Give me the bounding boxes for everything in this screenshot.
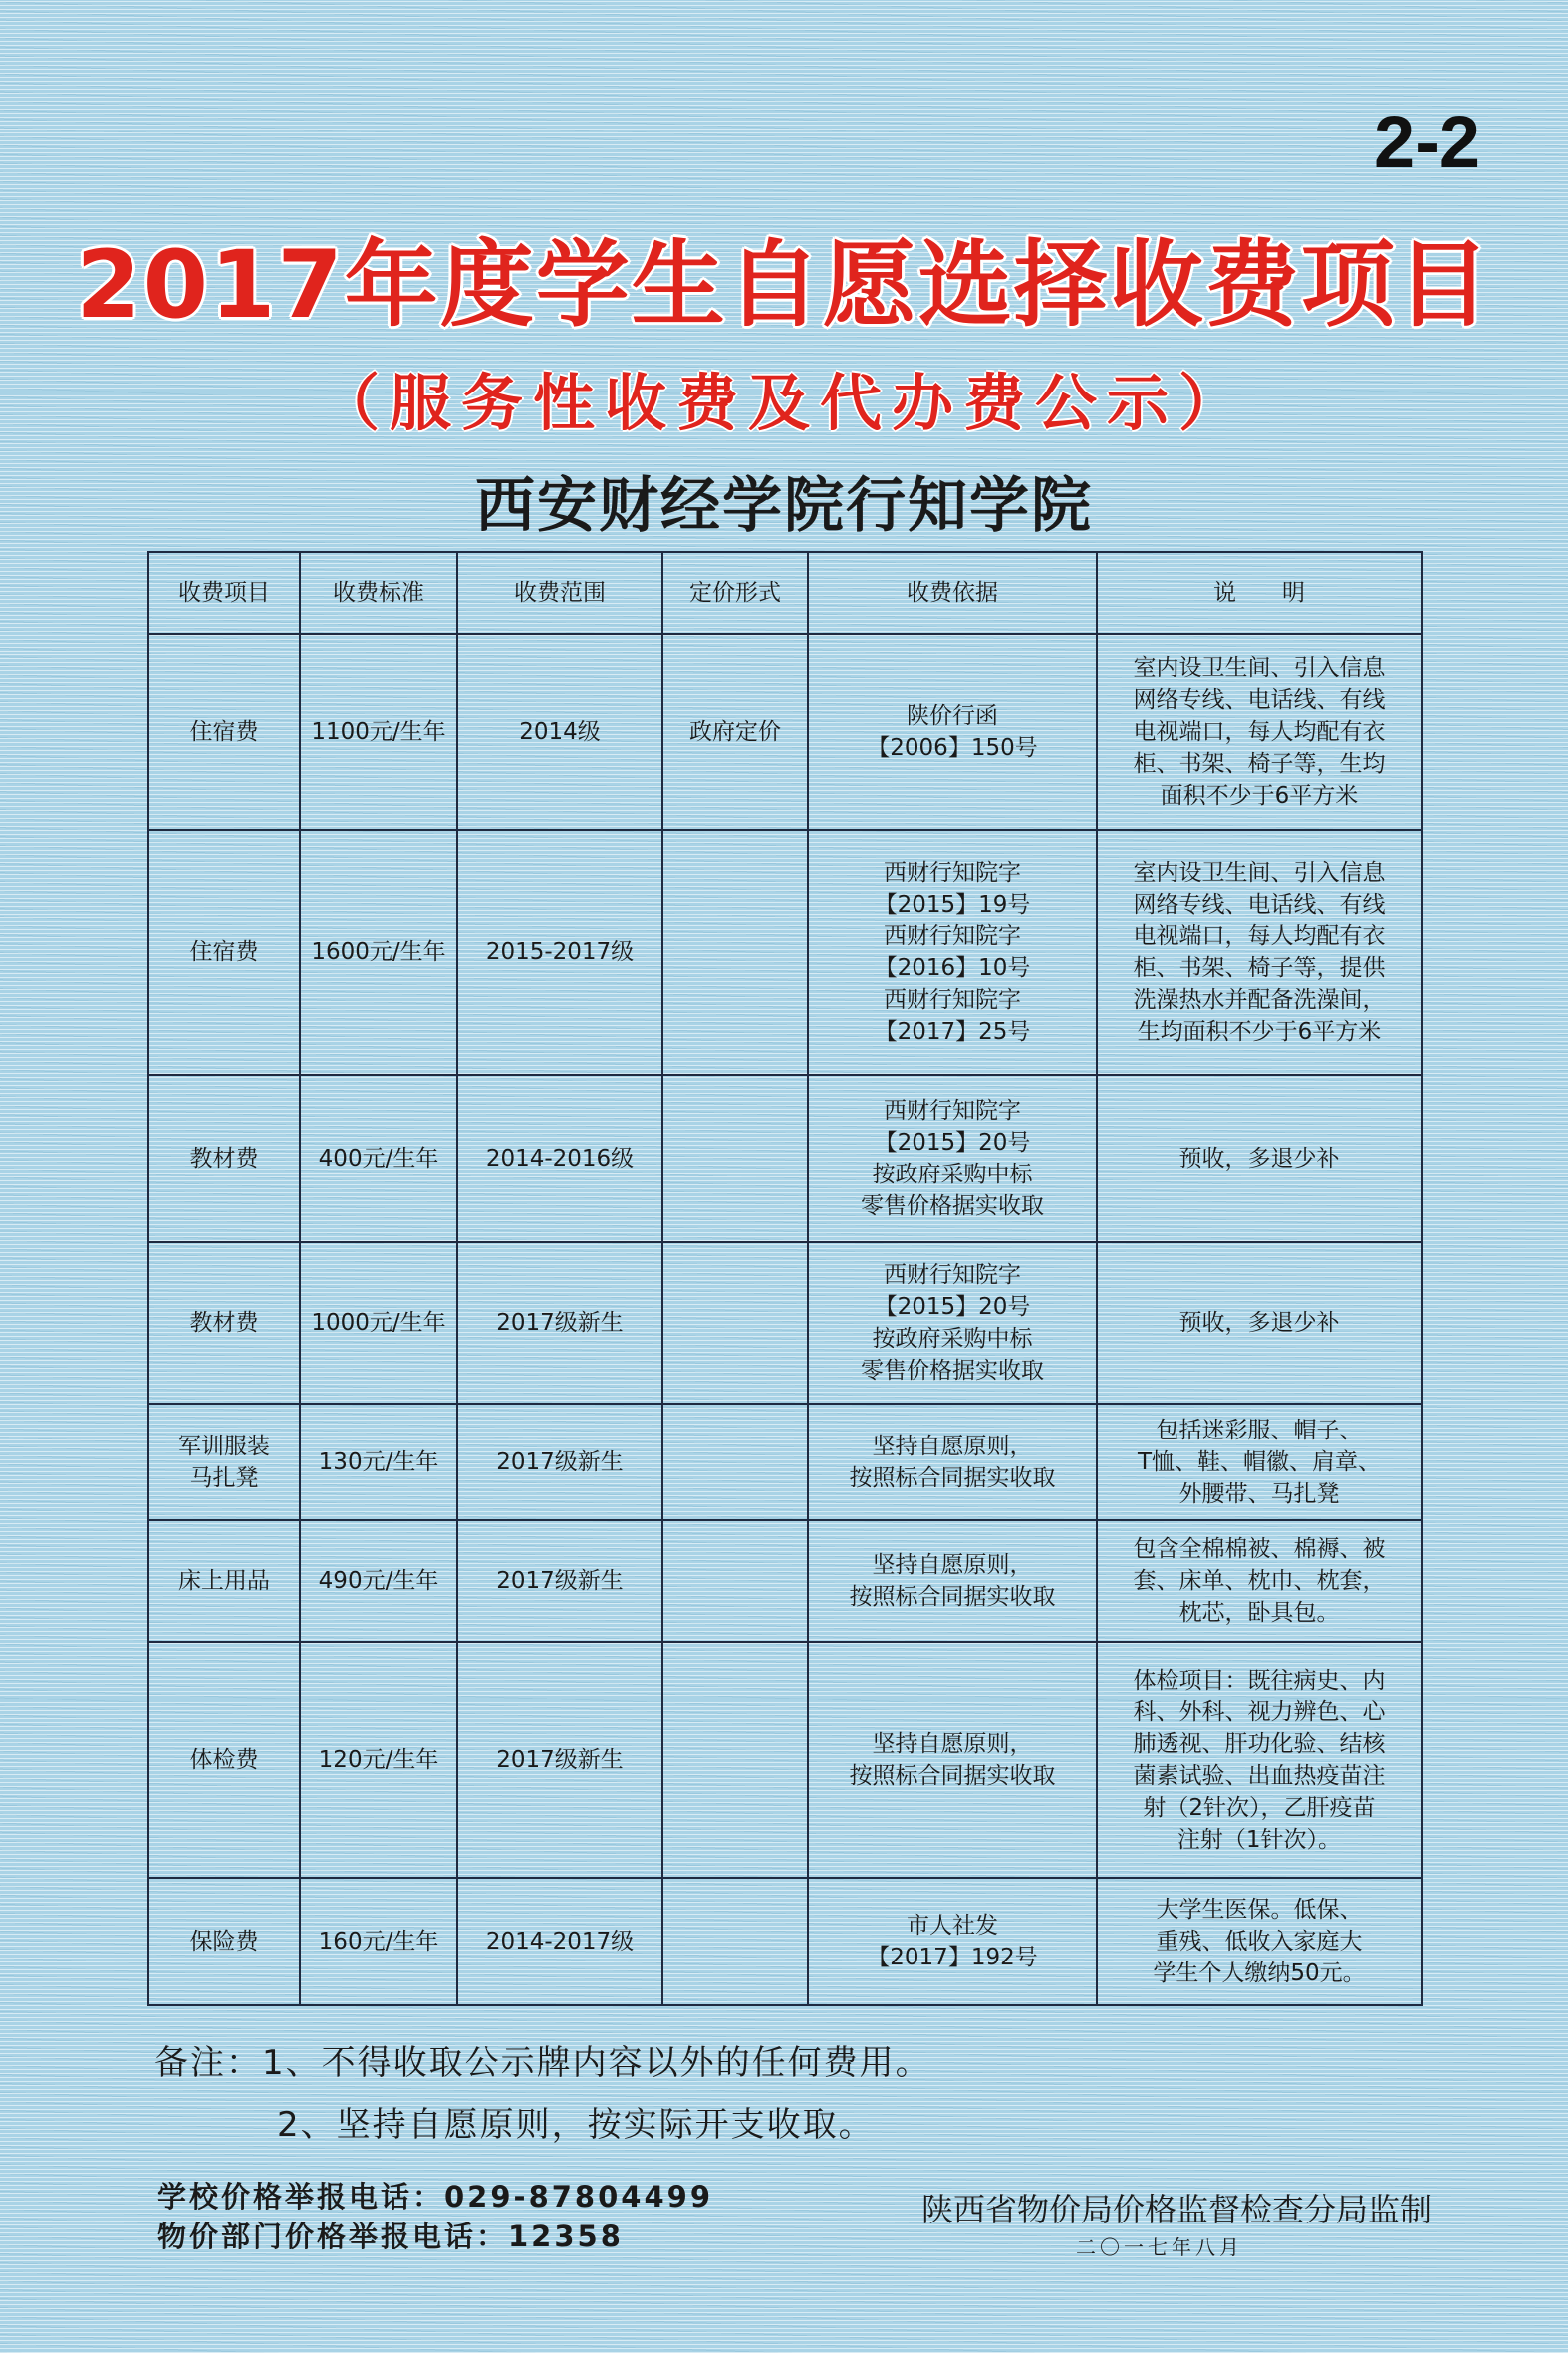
cell-line: 注射（1针次）。 <box>1176 1826 1342 1853</box>
cell-scope: 2017级新生 <box>457 1242 662 1404</box>
cell-line: 【2016】10号 <box>874 955 1031 981</box>
cell-item: 军训服装 马扎凳 <box>148 1404 300 1520</box>
cell-scope: 2017级新生 <box>457 1404 662 1520</box>
cell-line: 预收，多退少补 <box>1178 1146 1340 1172</box>
cell-line: 室内设卫生间、引入信息 <box>1133 860 1386 886</box>
cell-line: 肺透视、肝功化验、结核 <box>1133 1730 1386 1757</box>
table-row <box>148 1520 1422 1642</box>
cell-line: 外腰带、马扎凳 <box>1178 1480 1340 1507</box>
cell-line: 包含全棉棉被、棉褥、被 <box>1133 1536 1386 1562</box>
cell-note <box>1097 1242 1422 1404</box>
supervisor: 陕西省物价局价格监督检查分局监制 <box>921 2191 1433 2228</box>
cell-basis <box>808 634 1097 830</box>
cell-basis <box>808 1242 1097 1404</box>
table-header-row <box>148 552 1422 634</box>
cell-standard: 130元/生年 <box>300 1404 457 1520</box>
cell-item: 住宿费 <box>148 830 300 1075</box>
cell-line: 柜、书架、椅子等，提供 <box>1133 955 1386 981</box>
cell-line: 体检项目：既往病史、内 <box>1133 1667 1386 1694</box>
table-row <box>148 1878 1422 2005</box>
cell-standard: 490元/生年 <box>300 1520 457 1642</box>
cell-line: 洗澡热水并配备洗澡间， <box>1133 987 1386 1013</box>
header-standard: 收费标准 <box>300 552 457 634</box>
cell-item: 教材费 <box>148 1075 300 1242</box>
sub-title: （服务性收费及代办费公示） <box>317 367 1250 439</box>
cell-note <box>1097 634 1422 830</box>
cell-pricing <box>662 1075 808 1242</box>
remark-2: 2、坚持自愿原则，按实际开支收取。 <box>277 2105 875 2145</box>
table-row <box>148 1642 1422 1878</box>
cell-basis <box>808 1642 1097 1878</box>
cell-line: 【2015】19号 <box>874 892 1031 917</box>
report-phones <box>157 2177 713 2256</box>
cell-pricing <box>662 1404 808 1520</box>
cell-line: 零售价格据实收取 <box>861 1358 1044 1384</box>
issue-date: 二〇一七年八月 <box>1076 2235 1243 2259</box>
cell-pricing <box>662 1878 808 2005</box>
cell-line: 西财行知院字 <box>884 923 1021 949</box>
school-name: 西安财经学院行知学院 <box>475 471 1093 541</box>
cell-line: 按政府采购中标 <box>872 1326 1033 1352</box>
cell-line: 西财行知院字 <box>884 987 1021 1013</box>
cell-line: 电视端口，每人均配有衣 <box>1133 718 1386 745</box>
table-row <box>148 1075 1422 1242</box>
cell-note <box>1097 1642 1422 1878</box>
cell-line: 套、床单、枕巾、枕套， <box>1133 1568 1386 1594</box>
cell-line: 西财行知院字 <box>884 1262 1021 1288</box>
cell-standard: 1000元/生年 <box>300 1242 457 1404</box>
header-scope: 收费范围 <box>457 552 662 634</box>
table-row <box>148 634 1422 830</box>
cell-line: 【2006】150号 <box>867 734 1038 761</box>
cell-line: 室内设卫生间、引入信息 <box>1133 654 1386 681</box>
cell-note <box>1097 1404 1422 1520</box>
header-item: 收费项目 <box>148 552 300 634</box>
cell-line: 西财行知院字 <box>884 1098 1021 1124</box>
cell-pricing <box>662 830 808 1075</box>
page-code: 2-2 <box>1374 101 1480 183</box>
cell-standard: 120元/生年 <box>300 1642 457 1878</box>
cell-line: 坚持自愿原则， <box>872 1433 1033 1459</box>
cell-line: 市人社发 <box>907 1913 998 1939</box>
cell-scope: 2017级新生 <box>457 1520 662 1642</box>
cell-pricing: 政府定价 <box>662 634 808 830</box>
cell-line: 坚持自愿原则， <box>872 1552 1033 1578</box>
cell-item: 保险费 <box>148 1878 300 2005</box>
cell-line: 生均面积不少于6平方米 <box>1137 1019 1382 1045</box>
cell-item: 体检费 <box>148 1642 300 1878</box>
remark-1: 备注：1、不得收取公示牌内容以外的任何费用。 <box>154 2043 931 2083</box>
school-report-phone: 学校价格举报电话：029-87804499 <box>157 2180 713 2214</box>
cell-line: 陕价行函 <box>907 702 998 729</box>
cell-line: 按政府采购中标 <box>872 1162 1033 1187</box>
cell-standard: 1600元/生年 <box>300 830 457 1075</box>
cell-line: 零售价格据实收取 <box>861 1193 1044 1219</box>
cell-item: 住宿费 <box>148 634 300 830</box>
cell-note <box>1097 1520 1422 1642</box>
remarks <box>154 2032 931 2156</box>
fee-table <box>147 551 1423 2006</box>
cell-line: 西财行知院字 <box>884 860 1021 886</box>
header-pricing: 定价形式 <box>662 552 808 634</box>
cell-line: T恤、鞋、帽徽、肩章、 <box>1137 1448 1382 1475</box>
cell-line: 面积不少于6平方米 <box>1160 782 1359 809</box>
cell-line: 大学生医保。低保、 <box>1156 1897 1363 1923</box>
cell-scope: 2014-2017级 <box>457 1878 662 2005</box>
table-row <box>148 830 1422 1075</box>
cell-line: 【2017】25号 <box>874 1019 1031 1045</box>
cell-standard: 160元/生年 <box>300 1878 457 2005</box>
cell-basis <box>808 830 1097 1075</box>
cell-scope: 2014级 <box>457 634 662 830</box>
cell-line: 【2015】20号 <box>874 1294 1031 1320</box>
price-dept-report-phone: 物价部门价格举报电话：12358 <box>157 2220 624 2253</box>
cell-line: 射（2针次），乙肝疫苗 <box>1143 1794 1376 1821</box>
cell-standard: 400元/生年 <box>300 1075 457 1242</box>
cell-item: 床上用品 <box>148 1520 300 1642</box>
cell-scope: 2017级新生 <box>457 1642 662 1878</box>
main-title: 2017年度学生自愿选择收费项目 <box>76 231 1492 340</box>
cell-line: 学生个人缴纳50元。 <box>1153 1961 1366 1986</box>
cell-basis <box>808 1075 1097 1242</box>
cell-scope: 2015-2017级 <box>457 830 662 1075</box>
cell-line: 菌素试验、出血热疫苗注 <box>1133 1762 1386 1789</box>
cell-basis <box>808 1878 1097 2005</box>
cell-line: 按照标合同据实收取 <box>849 1464 1056 1491</box>
cell-line: 网络专线、电话线、有线 <box>1133 686 1386 713</box>
cell-basis <box>808 1520 1097 1642</box>
cell-standard: 1100元/生年 <box>300 634 457 830</box>
cell-line: 预收，多退少补 <box>1178 1310 1340 1336</box>
cell-line: 按照标合同据实收取 <box>849 1584 1056 1610</box>
cell-scope: 2014-2016级 <box>457 1075 662 1242</box>
table-row <box>148 1404 1422 1520</box>
cell-line: 按照标合同据实收取 <box>849 1762 1056 1789</box>
cell-item: 教材费 <box>148 1242 300 1404</box>
cell-note <box>1097 1075 1422 1242</box>
cell-line: 包括迷彩服、帽子、 <box>1156 1417 1363 1443</box>
cell-line: 坚持自愿原则， <box>872 1730 1033 1757</box>
cell-note <box>1097 830 1422 1075</box>
cell-pricing <box>662 1642 808 1878</box>
cell-line: 【2015】20号 <box>874 1130 1031 1156</box>
cell-line: 电视端口，每人均配有衣 <box>1133 923 1386 949</box>
cell-basis <box>808 1404 1097 1520</box>
table-row <box>148 1242 1422 1404</box>
header-basis: 收费依据 <box>808 552 1097 634</box>
cell-line: 重残、低收入家庭大 <box>1156 1929 1363 1955</box>
cell-line: 网络专线、电话线、有线 <box>1133 892 1386 917</box>
cell-pricing <box>662 1520 808 1642</box>
header-note: 说 明 <box>1097 552 1422 634</box>
cell-pricing <box>662 1242 808 1404</box>
cell-line: 枕芯，卧具包。 <box>1178 1600 1340 1626</box>
cell-line: 科、外科、视力辨色、心 <box>1133 1699 1386 1725</box>
cell-line: 柜、书架、椅子等，生均 <box>1133 750 1386 777</box>
cell-line: 【2017】192号 <box>867 1945 1038 1970</box>
cell-note <box>1097 1878 1422 2005</box>
